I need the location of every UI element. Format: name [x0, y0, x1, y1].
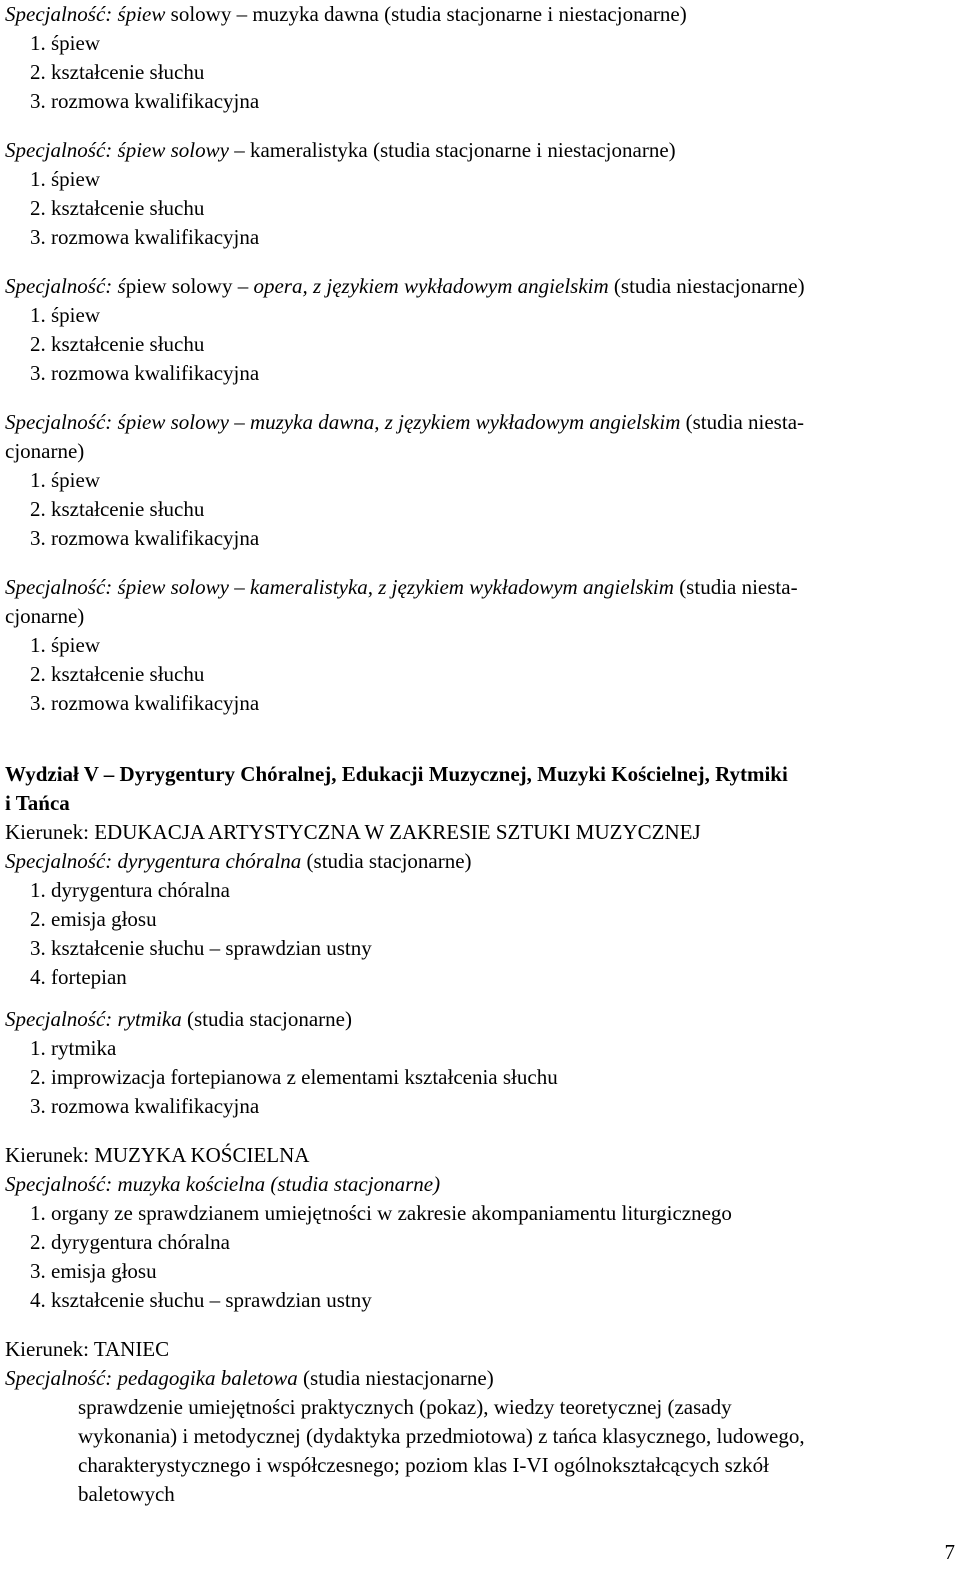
list-item: 1. śpiew — [30, 633, 100, 657]
list-item: 2. kształcenie słuchu — [30, 662, 205, 686]
spec-block-3 — [5, 272, 950, 388]
spec-heading: Specjalność: pedagogika baletowa (studia niestacjonarne) — [5, 1366, 494, 1390]
faculty-section — [5, 760, 950, 992]
document-page — [5, 0, 950, 1509]
list-item: 1. śpiew — [30, 468, 100, 492]
spec-heading: Specjalność: rytmika (studia stacjonarne) — [5, 1007, 352, 1031]
spec-heading-continued: cjonarne) — [5, 439, 85, 463]
list-item: 2. improwizacja fortepianowa z elementami kształcenia słuchu — [30, 1065, 558, 1089]
list-item: 4. fortepian — [30, 965, 127, 989]
faculty-title-continued: i Tańca — [5, 791, 70, 815]
paragraph-line: wykonania) i metodycznej (dydaktyka przedmiotowa) z tańca klasycznego, ludowego, — [78, 1424, 805, 1448]
spec-heading: Specjalność: dyrygentura chóralna (studia stacjonarne) — [5, 849, 472, 873]
faculty-title: Wydział V – Dyrygentury Chóralnej, Edukacji Muzycznej, Muzyki Kościelnej, Rytmiki — [5, 762, 788, 786]
paragraph-line: baletowych — [78, 1482, 175, 1506]
list-item: 1. rytmika — [30, 1036, 117, 1060]
list-item: 1. dyrygentura chóralna — [30, 878, 231, 902]
list-item: 3. rozmowa kwalifikacyjna — [30, 361, 260, 385]
spec-heading-continued: cjonarne) — [5, 604, 85, 628]
list-item: 1. organy ze sprawdzianem umiejętności w zakresie akompaniamentu liturgicznego — [30, 1201, 732, 1225]
list-item: 3. emisja głosu — [30, 1259, 157, 1283]
spec-heading: Specjalność: śpiew solowy – muzyka dawna, z językiem wykładowym angielskim (studia niesta- — [5, 410, 805, 434]
list-item: 4. kształcenie słuchu – sprawdzian ustny — [30, 1288, 372, 1312]
page-number: 7 — [944, 1540, 955, 1564]
spec-block-2 — [5, 136, 950, 252]
paragraph-line: sprawdzenie umiejętności praktycznych (pokaz), wiedzy teoretycznej (zasady — [78, 1395, 732, 1419]
list-item: 3. kształcenie słuchu – sprawdzian ustny — [30, 936, 372, 960]
list-item: 2. emisja głosu — [30, 907, 157, 931]
list-item: 3. rozmowa kwalifikacyjna — [30, 691, 260, 715]
list-item: 1. śpiew — [30, 31, 100, 55]
spec-block-4 — [5, 408, 950, 553]
kierunek-taniec — [5, 1335, 950, 1509]
list-item: 3. rozmowa kwalifikacyjna — [30, 225, 260, 249]
list-item: 2. kształcenie słuchu — [30, 332, 205, 356]
spec-heading: Specjalność: śpiew solowy – kameralistyka, z językiem wykładowym angielskim (studia niesta- — [5, 575, 798, 599]
kierunek-muzyka-koscielna — [5, 1141, 950, 1315]
spec-heading: Specjalność: muzyka kościelna (studia stacjonarne) — [5, 1172, 441, 1196]
kierunek-heading: Kierunek: EDUKACJA ARTYSTYCZNA W ZAKRESIE SZTUKI MUZYCZNEJ — [5, 820, 701, 844]
list-item: 3. rozmowa kwalifikacyjna — [30, 1094, 260, 1118]
spec-heading: Specjalność: śpiew solowy – muzyka dawna (studia stacjonarne i niestacjonarne) — [5, 2, 687, 26]
list-item: 2. dyrygentura chóralna — [30, 1230, 231, 1254]
paragraph-line: charakterystycznego i współczesnego; poziom klas I-VI ogólnokształcących szkół — [78, 1453, 770, 1477]
spec-heading: Specjalność: śpiew solowy – opera, z językiem wykładowym angielskim (studia niestacjonarne) — [5, 274, 805, 298]
list-item: 1. śpiew — [30, 303, 100, 327]
kierunek-heading: Kierunek: TANIEC — [5, 1337, 170, 1361]
list-item: 2. kształcenie słuchu — [30, 196, 205, 220]
spec-heading: Specjalność: śpiew solowy – kameralistyka (studia stacjonarne i niestacjonarne) — [5, 138, 676, 162]
list-item: 2. kształcenie słuchu — [30, 497, 205, 521]
kierunek-heading: Kierunek: MUZYKA KOŚCIELNA — [5, 1143, 310, 1167]
spec-block-1 — [5, 0, 950, 116]
list-item: 3. rozmowa kwalifikacyjna — [30, 526, 260, 550]
list-item: 1. śpiew — [30, 167, 100, 191]
spec-block-5 — [5, 573, 950, 718]
list-item: 2. kształcenie słuchu — [30, 60, 205, 84]
list-item: 3. rozmowa kwalifikacyjna — [30, 89, 260, 113]
spec-rytmika — [5, 1005, 950, 1121]
